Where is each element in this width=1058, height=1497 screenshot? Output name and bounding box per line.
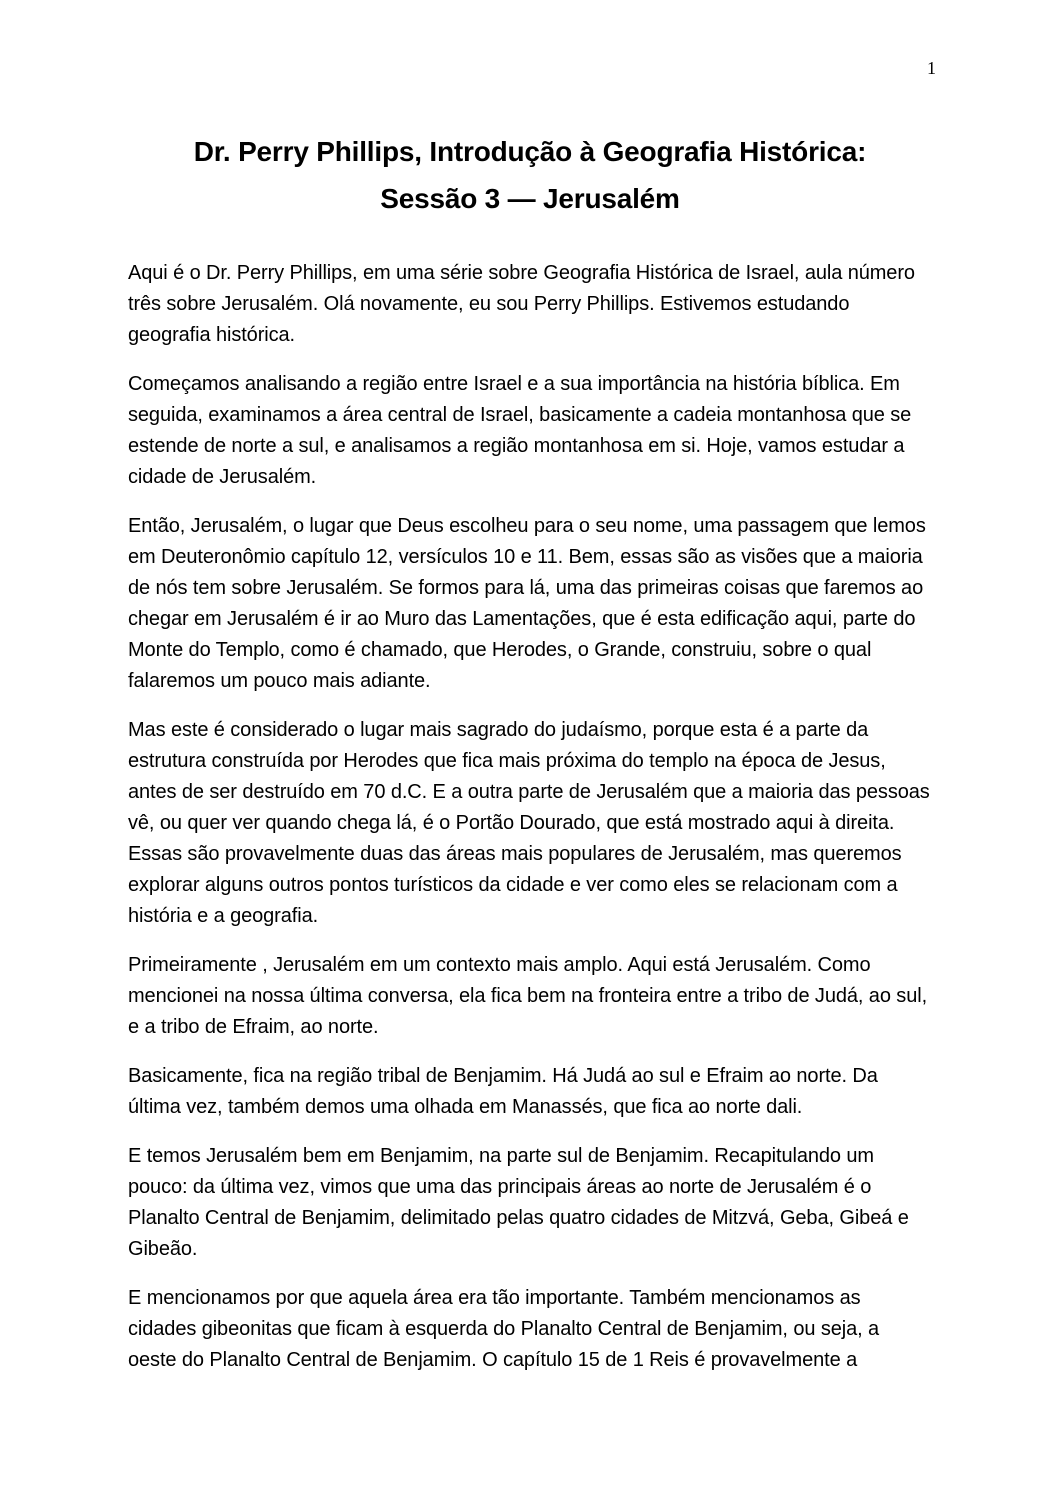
paragraph: Basicamente, fica na região tribal de Benjamim. Há Judá ao sul e Efraim ao norte. Da última vez, também demos uma olhada em Manassés, que fica ao norte dali. (128, 1065, 878, 1118)
document-title-line-1: Dr. Perry Phillips, Introdução à Geografia Histórica: (193, 136, 867, 167)
page-number: 1 (927, 58, 936, 78)
paragraph: E mencionamos por que aquela área era tão importante. Também mencionamos as cidades gibeonitas que ficam à esquerda do Planalto Central de Benjamim, ou seja, a oeste do Planalto Central de Benjamim. O capítulo 15 de 1 Reis é provavelmente a (128, 1287, 880, 1371)
paragraph: E temos Jerusalém bem em Benjamim, na parte sul de Benjamim. Recapitulando um pouco: da última vez, vimos que uma das principais áreas ao norte de Jerusalém é o Planalto Central de Benjamim, delimitado pelas quatro cidades de Mitzvá, Geba, Gibeá e Gibeão. (128, 1145, 909, 1260)
document-content (128, 128, 932, 1394)
paragraph: Aqui é o Dr. Perry Phillips, em uma série sobre Geografia Histórica de Israel, aula número três sobre Jerusalém. Olá novamente, eu sou Perry Phillips. Estivemos estudando geografia histórica. (128, 262, 915, 346)
paragraph: Começamos analisando a região entre Israel e a sua importância na história bíblica. Em seguida, examinamos a área central de Israel, basicamente a cadeia montanhosa que se estende de norte a sul, e analisamos a região montanhosa em si. Hoje, vamos estudar a cidade de Jerusalém. (128, 373, 912, 488)
paragraph: Mas este é considerado o lugar mais sagrado do judaísmo, porque esta é a parte da estrutura construída por Herodes que fica mais próxima do templo na época de Jesus, antes de ser destruído em 70 d.C. E a outra parte de Jerusalém que a maioria das pessoas vê, ou quer ver quando chega lá, é o Portão Dourado, que está mostrado aqui à direita. Essas são provavelmente duas das áreas mais populares de Jerusalém, mas queremos explorar alguns outros pontos turísticos da cidade e ver como eles se relacionam com a história e a geografia. (128, 719, 930, 927)
paragraph: Então, Jerusalém, o lugar que Deus escolheu para o seu nome, uma passagem que lemos em Deuteronômio capítulo 12, versículos 10 e 11. Bem, essas são as visões que a maioria de nós tem sobre Jerusalém. Se formos para lá, uma das primeiras coisas que faremos ao chegar em Jerusalém é ir ao Muro das Lamentações, que é esta edificação aqui, parte do Monte do Templo, como é chamado, que Herodes, o Grande, construiu, sobre o qual falaremos um pouco mais adiante. (128, 515, 926, 692)
document-title-line-2: Sessão 3 — Jerusalém (380, 183, 680, 214)
paragraph: Primeiramente , Jerusalém em um contexto mais amplo. Aqui está Jerusalém. Como mencionei na nossa última conversa, ela fica bem na fronteira entre a tribo de Judá, ao sul, e a tribo de Efraim, ao norte. (128, 954, 928, 1038)
document-body (128, 258, 932, 1376)
document-title (128, 128, 932, 222)
